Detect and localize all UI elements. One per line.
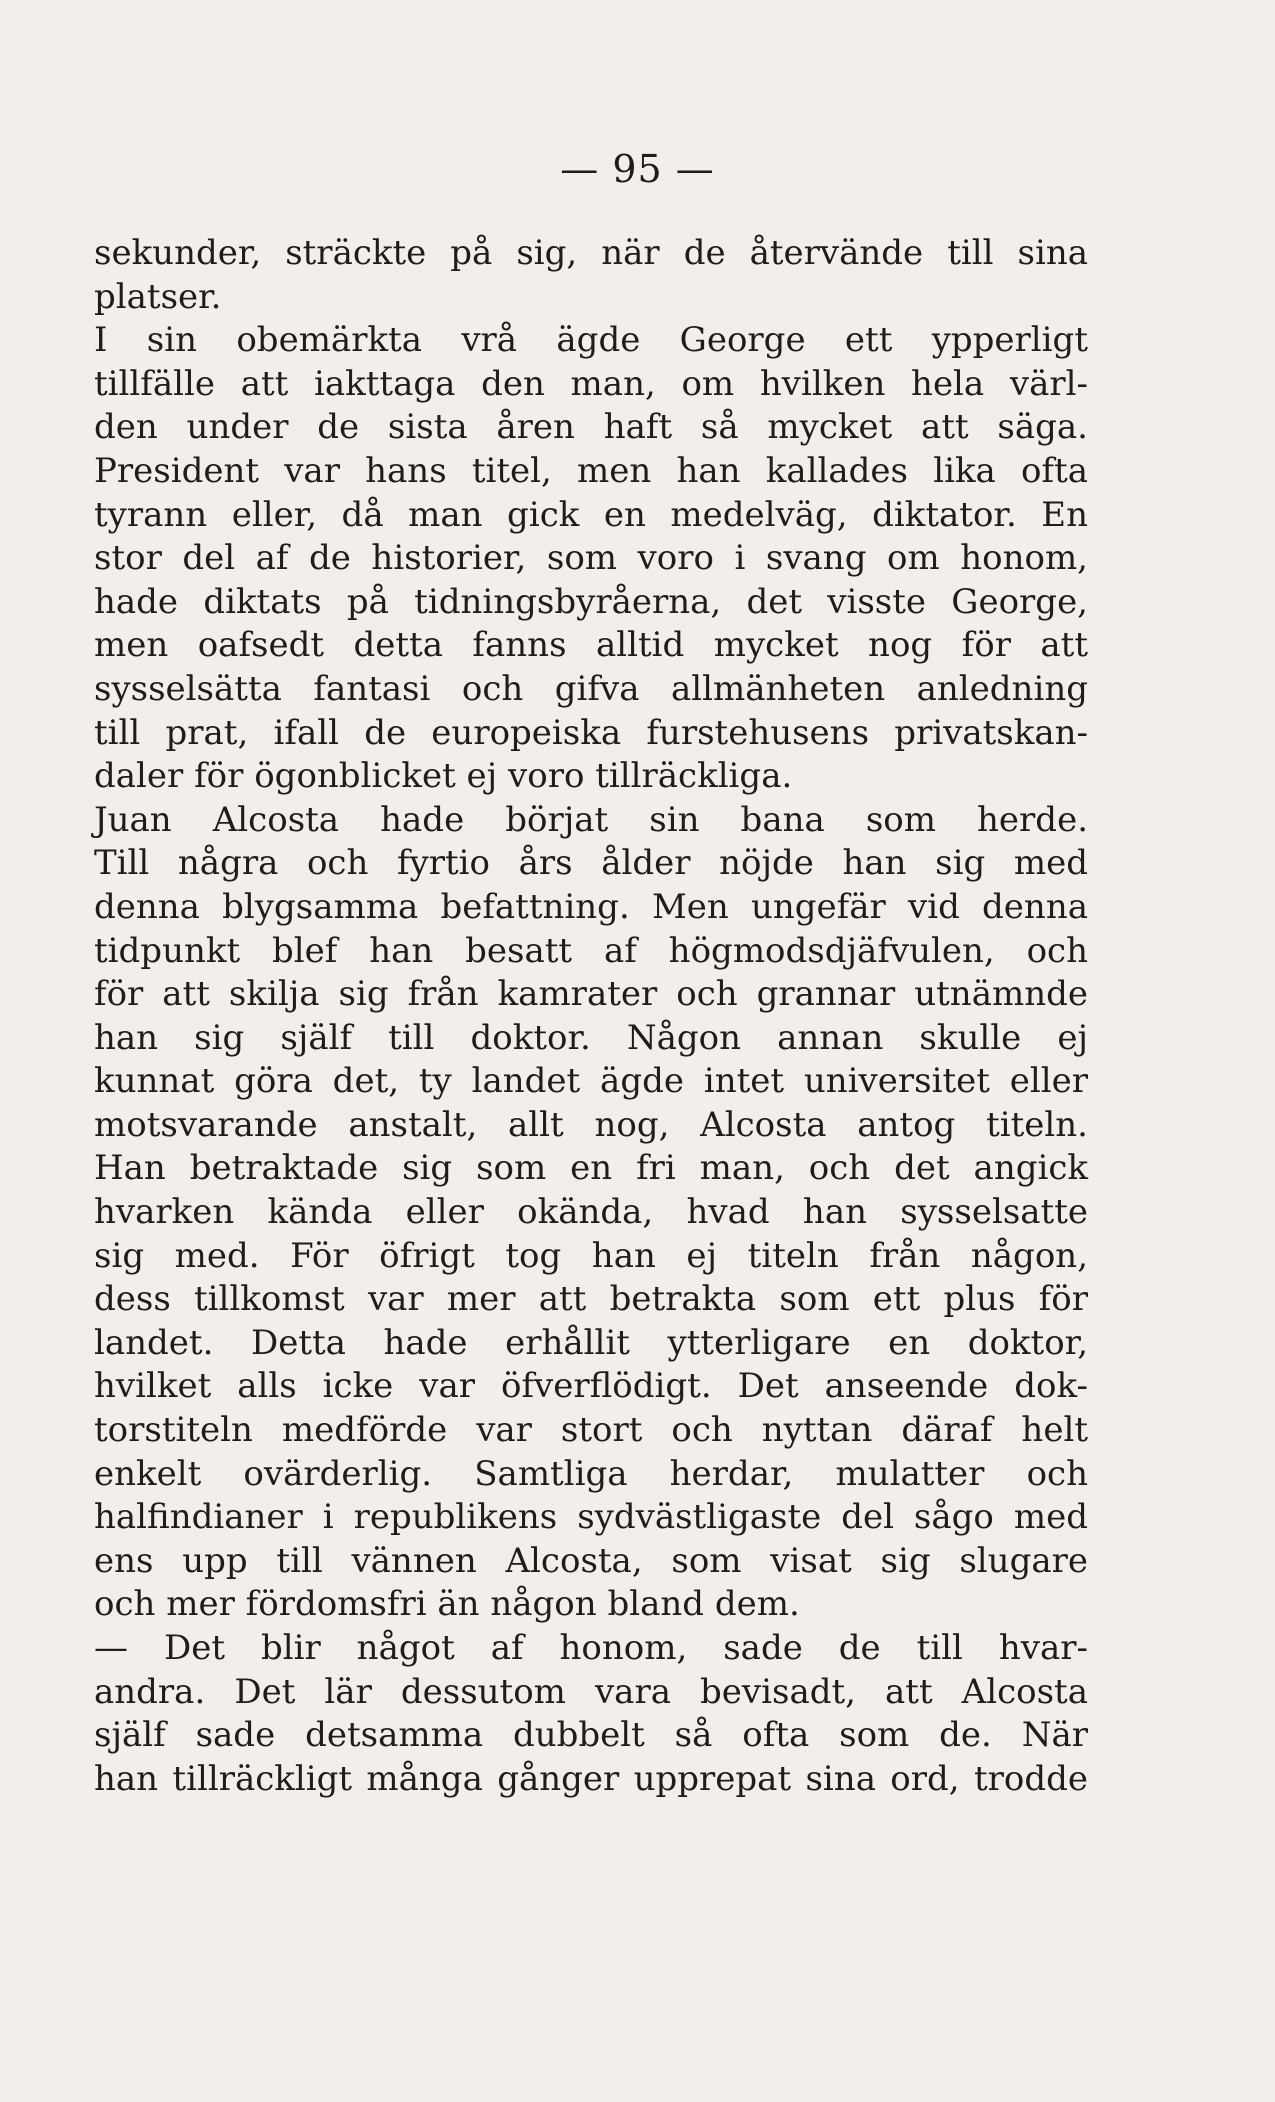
text-line: halfindianer i republikens sydvästligaste del sågo med (94, 1497, 1088, 1538)
text-line: dess tillkomst var mer att betrakta som ett plus för (94, 1279, 1088, 1320)
text-line: landet. Detta hade erhållit ytterligare en doktor, (94, 1322, 1088, 1363)
text-line: hade diktats på tidningsbyråerna, det visste George, (94, 581, 1088, 622)
text-line: President var hans titel, men han kallades lika ofta (94, 450, 1088, 491)
text-line: I sin obemärkta vrå ägde George ett ypperligt (94, 320, 1088, 361)
text-line: hvilket alls icke var öfverflödigt. Det anseende dok- (94, 1366, 1088, 1407)
text-line: Han betraktade sig som en fri man, och det angick (94, 1148, 1088, 1189)
text-line: Till några och fyrtio års ålder nöjde han sig med (94, 843, 1088, 884)
text-line: denna blygsamma befattning. Men ungefär vid denna (94, 886, 1088, 927)
text-line: till prat, ifall de europeiska furstehusens privatskan- (94, 712, 1088, 753)
text-line: Juan Alcosta hade börjat sin bana som herde. (94, 799, 1088, 840)
text-line: motsvarande anstalt, allt nog, Alcosta antog titeln. (94, 1104, 1088, 1145)
text-line: ens upp till vännen Alcosta, som visat sig slugare (94, 1540, 1088, 1581)
body-text (94, 232, 1088, 1801)
text-line: tyrann eller, då man gick en medelväg, diktator. En (94, 494, 1088, 535)
text-line: sig med. För öfrigt tog han ej titeln från någon, (94, 1235, 1088, 1276)
text-line: själf sade detsamma dubbelt så ofta som de. När (94, 1715, 1088, 1756)
text-line: kunnat göra det, ty landet ägde intet universitet eller (94, 1061, 1088, 1102)
text-line: tidpunkt blef han besatt af högmodsdjäfvulen, och (94, 930, 1088, 971)
text-line: daler för ögonblicket ej voro tillräckliga. (94, 756, 793, 797)
text-line: den under de sista åren haft så mycket att säga. (94, 407, 1088, 448)
text-line: andra. Det lär dessutom vara bevisadt, att Alcosta (94, 1671, 1088, 1712)
text-line: enkelt ovärderlig. Samtliga herdar, mulatter och (94, 1453, 1088, 1494)
text-line: sekunder, sträckte på sig, när de återvände till sina (94, 233, 1088, 273)
text-line: — Det blir något af honom, sade de till hvar- (94, 1628, 1088, 1668)
text-line: hvarken kända eller okända, hvad han sysselsatte (94, 1192, 1088, 1233)
text-line: stor del af de historier, som voro i svang om honom, (94, 538, 1088, 579)
text-line: men oafsedt detta fanns alltid mycket nog för att (94, 625, 1088, 666)
page-number: — 95 — (560, 147, 715, 191)
text-line: sysselsätta fantasi och gifva allmänheten anledning (94, 668, 1088, 709)
text-line: och mer fördomsfri än någon bland dem. (94, 1584, 800, 1625)
text-line: han tillräckligt många gånger upprepat sina ord, trodde (94, 1758, 1088, 1799)
text-line: för att skilja sig från kamrater och grannar utnämnde (94, 974, 1088, 1015)
text-line: platser. (94, 276, 222, 317)
text-line: han sig själf till doktor. Någon annan skulle ej (94, 1017, 1088, 1058)
text-line: torstiteln medförde var stort och nyttan däraf helt (94, 1410, 1088, 1451)
text-line: tillfälle att iakttaga den man, om hvilken hela värl- (94, 363, 1088, 404)
